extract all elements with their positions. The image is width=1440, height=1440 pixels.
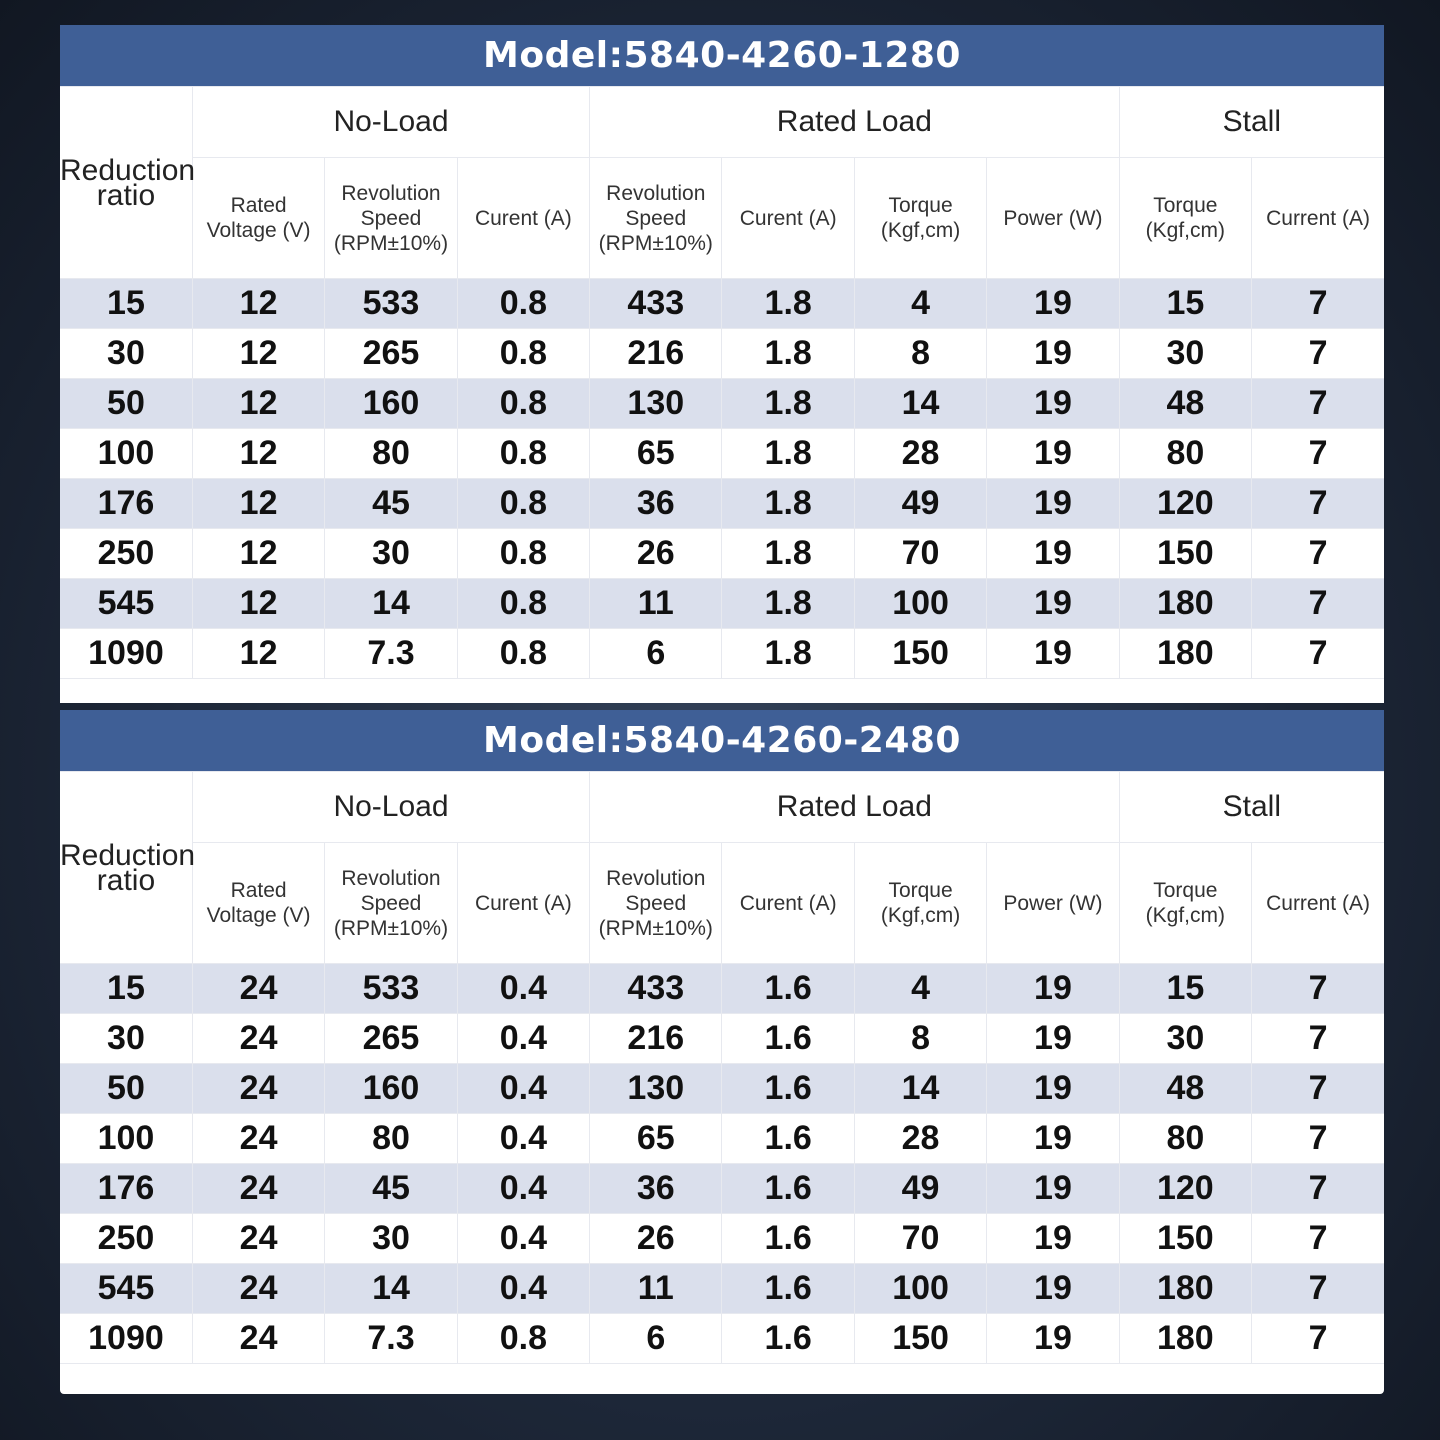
stall-current-cell: 7 (1252, 1114, 1384, 1164)
table-row (60, 329, 1384, 379)
stall-current-header: Current (A) (1252, 158, 1384, 279)
rated-speed-cell: 65 (590, 1114, 722, 1164)
rated-current-cell: 1.8 (722, 529, 854, 579)
rated-voltage-cell: 24 (192, 1214, 324, 1264)
rated-power-cell: 19 (987, 1164, 1119, 1214)
rated-current-cell: 1.6 (722, 1214, 854, 1264)
rated-current-header: Curent (A) (722, 158, 854, 279)
no-load-speed-cell: 45 (325, 1164, 457, 1214)
table-row (60, 529, 1384, 579)
stall-torque-cell: 80 (1119, 1114, 1251, 1164)
reduction-ratio-cell: 545 (60, 579, 192, 629)
reduction-ratio-cell: 250 (60, 529, 192, 579)
rated-torque-cell: 4 (854, 279, 986, 329)
rated-voltage-cell: 12 (192, 429, 324, 479)
reduction-ratio-cell: 15 (60, 964, 192, 1014)
stall-header: Stall (1119, 772, 1384, 843)
rated-current-cell: 1.8 (722, 429, 854, 479)
rated-voltage-cell: 24 (192, 964, 324, 1014)
rated-voltage-cell: 24 (192, 1164, 324, 1214)
no-load-speed-cell: 160 (325, 1064, 457, 1114)
rated-voltage-cell: 24 (192, 1064, 324, 1114)
rated-speed-cell: 11 (590, 579, 722, 629)
stall-torque-cell: 80 (1119, 429, 1251, 479)
rated-voltage-header: Rated Voltage (V) (192, 843, 324, 964)
rated-speed-cell: 216 (590, 1014, 722, 1064)
rated-current-cell: 1.8 (722, 329, 854, 379)
no-load-speed-header: Revolution Speed (RPM±10%) (325, 158, 457, 279)
rated-current-cell: 1.8 (722, 279, 854, 329)
rated-speed-cell: 6 (590, 1314, 722, 1364)
stall-current-cell: 7 (1252, 379, 1384, 429)
table-row (60, 1064, 1384, 1114)
no-load-speed-header: Revolution Speed (RPM±10%) (325, 843, 457, 964)
no-load-current-cell: 0.4 (457, 1064, 589, 1114)
table-row (60, 1164, 1384, 1214)
no-load-current-header: Curent (A) (457, 843, 589, 964)
rated-torque-cell: 70 (854, 1214, 986, 1264)
rated-torque-header: Torque (Kgf,cm) (854, 843, 986, 964)
no-load-current-cell: 0.8 (457, 579, 589, 629)
rated-power-cell: 19 (987, 1014, 1119, 1064)
no-load-current-header: Curent (A) (457, 158, 589, 279)
stall-current-cell: 7 (1252, 1014, 1384, 1064)
stall-torque-cell: 120 (1119, 479, 1251, 529)
rated-current-cell: 1.6 (722, 964, 854, 1014)
reduction-ratio-cell: 100 (60, 1114, 192, 1164)
stall-current-cell: 7 (1252, 1314, 1384, 1364)
rated-current-cell: 1.6 (722, 1314, 854, 1364)
no-load-speed-cell: 45 (325, 479, 457, 529)
stall-torque-cell: 15 (1119, 964, 1251, 1014)
no-load-speed-cell: 14 (325, 1264, 457, 1314)
rated-current-cell: 1.8 (722, 479, 854, 529)
table-row (60, 579, 1384, 629)
rated-torque-cell: 28 (854, 429, 986, 479)
no-load-current-cell: 0.4 (457, 1164, 589, 1214)
table-row (60, 1214, 1384, 1264)
reduction-ratio-cell: 1090 (60, 629, 192, 679)
reduction-ratio-cell: 250 (60, 1214, 192, 1264)
rated-power-cell: 19 (987, 529, 1119, 579)
rated-voltage-header: Rated Voltage (V) (192, 158, 324, 279)
table-row (60, 429, 1384, 479)
rated-power-cell: 19 (987, 1314, 1119, 1364)
no-load-current-cell: 0.8 (457, 329, 589, 379)
stall-current-cell: 7 (1252, 479, 1384, 529)
rated-voltage-cell: 12 (192, 329, 324, 379)
stall-current-cell: 7 (1252, 964, 1384, 1014)
table-row (60, 1264, 1384, 1314)
no-load-speed-cell: 7.3 (325, 1314, 457, 1364)
rated-current-cell: 1.6 (722, 1164, 854, 1214)
no-load-current-cell: 0.4 (457, 1114, 589, 1164)
table-row (60, 1014, 1384, 1064)
no-load-speed-cell: 30 (325, 529, 457, 579)
spec-table (60, 771, 1384, 1364)
rated-load-header: Rated Load (590, 772, 1120, 843)
reduction-ratio-header: Reduction ratio (60, 772, 192, 964)
rated-power-cell: 19 (987, 1064, 1119, 1114)
reduction-ratio-cell: 545 (60, 1264, 192, 1314)
rated-speed-cell: 11 (590, 1264, 722, 1314)
table-row (60, 1314, 1384, 1364)
stall-torque-cell: 150 (1119, 529, 1251, 579)
rated-speed-header: Revolution Speed (RPM±10%) (590, 843, 722, 964)
no-load-speed-cell: 160 (325, 379, 457, 429)
rated-voltage-cell: 12 (192, 529, 324, 579)
table-row (60, 479, 1384, 529)
rated-current-cell: 1.6 (722, 1014, 854, 1064)
rated-torque-cell: 8 (854, 329, 986, 379)
rated-power-cell: 19 (987, 429, 1119, 479)
rated-torque-header: Torque (Kgf,cm) (854, 158, 986, 279)
no-load-current-cell: 0.8 (457, 429, 589, 479)
column-header-row (60, 158, 1384, 279)
rated-torque-cell: 100 (854, 1264, 986, 1314)
stall-torque-header: Torque (Kgf,cm) (1119, 158, 1251, 279)
column-header-row (60, 843, 1384, 964)
no-load-current-cell: 0.8 (457, 529, 589, 579)
stall-torque-cell: 48 (1119, 1064, 1251, 1114)
no-load-current-cell: 0.4 (457, 1264, 589, 1314)
rated-current-cell: 1.8 (722, 379, 854, 429)
rated-voltage-cell: 12 (192, 279, 324, 329)
reduction-ratio-cell: 100 (60, 429, 192, 479)
rated-speed-cell: 433 (590, 279, 722, 329)
rated-speed-cell: 65 (590, 429, 722, 479)
rated-torque-cell: 28 (854, 1114, 986, 1164)
rated-voltage-cell: 24 (192, 1014, 324, 1064)
rated-speed-cell: 130 (590, 1064, 722, 1114)
rated-torque-cell: 4 (854, 964, 986, 1014)
no-load-speed-cell: 80 (325, 1114, 457, 1164)
reduction-ratio-cell: 1090 (60, 1314, 192, 1364)
table-row (60, 379, 1384, 429)
reduction-ratio-cell: 30 (60, 1014, 192, 1064)
reduction-ratio-cell: 176 (60, 479, 192, 529)
rated-torque-cell: 150 (854, 629, 986, 679)
stall-torque-cell: 150 (1119, 1214, 1251, 1264)
stall-torque-cell: 30 (1119, 329, 1251, 379)
rated-power-cell: 19 (987, 964, 1119, 1014)
rated-power-cell: 19 (987, 329, 1119, 379)
reduction-ratio-cell: 50 (60, 379, 192, 429)
rated-speed-cell: 6 (590, 629, 722, 679)
reduction-ratio-cell: 50 (60, 1064, 192, 1114)
rated-current-header: Curent (A) (722, 843, 854, 964)
stall-current-cell: 7 (1252, 429, 1384, 479)
no-load-speed-cell: 265 (325, 1014, 457, 1064)
no-load-current-cell: 0.4 (457, 964, 589, 1014)
no-load-current-cell: 0.8 (457, 1314, 589, 1364)
model-title: Model:5840-4260-2480 (60, 710, 1384, 771)
rated-power-cell: 19 (987, 579, 1119, 629)
rated-voltage-cell: 24 (192, 1264, 324, 1314)
rated-speed-cell: 26 (590, 1214, 722, 1264)
reduction-ratio-cell: 30 (60, 329, 192, 379)
spec-table (60, 86, 1384, 679)
no-load-current-cell: 0.8 (457, 379, 589, 429)
stall-current-cell: 7 (1252, 529, 1384, 579)
no-load-speed-cell: 533 (325, 279, 457, 329)
rated-power-cell: 19 (987, 279, 1119, 329)
no-load-current-cell: 0.8 (457, 479, 589, 529)
no-load-speed-cell: 14 (325, 579, 457, 629)
stall-torque-cell: 180 (1119, 1264, 1251, 1314)
rated-speed-cell: 26 (590, 529, 722, 579)
stall-torque-cell: 30 (1119, 1014, 1251, 1064)
rated-power-cell: 19 (987, 479, 1119, 529)
stall-torque-cell: 180 (1119, 629, 1251, 679)
stall-current-cell: 7 (1252, 1164, 1384, 1214)
rated-power-cell: 19 (987, 629, 1119, 679)
rated-current-cell: 1.8 (722, 629, 854, 679)
spec-table-panel-1280 (60, 25, 1384, 703)
rated-voltage-cell: 12 (192, 479, 324, 529)
rated-speed-cell: 216 (590, 329, 722, 379)
rated-torque-cell: 14 (854, 379, 986, 429)
stall-torque-header: Torque (Kgf,cm) (1119, 843, 1251, 964)
no-load-speed-cell: 30 (325, 1214, 457, 1264)
spec-table-panel-2480 (60, 710, 1384, 1394)
rated-speed-cell: 130 (590, 379, 722, 429)
stall-current-cell: 7 (1252, 329, 1384, 379)
stall-current-cell: 7 (1252, 629, 1384, 679)
rated-power-header: Power (W) (987, 843, 1119, 964)
stall-header: Stall (1119, 87, 1384, 158)
group-header-row (60, 772, 1384, 843)
table-row (60, 629, 1384, 679)
stall-current-cell: 7 (1252, 1064, 1384, 1114)
stall-torque-cell: 48 (1119, 379, 1251, 429)
no-load-current-cell: 0.4 (457, 1014, 589, 1064)
stall-torque-cell: 180 (1119, 1314, 1251, 1364)
rated-current-cell: 1.6 (722, 1114, 854, 1164)
rated-torque-cell: 100 (854, 579, 986, 629)
rated-torque-cell: 8 (854, 1014, 986, 1064)
rated-current-cell: 1.6 (722, 1264, 854, 1314)
reduction-ratio-cell: 176 (60, 1164, 192, 1214)
rated-torque-cell: 14 (854, 1064, 986, 1114)
no-load-header: No-Load (192, 87, 589, 158)
rated-voltage-cell: 12 (192, 629, 324, 679)
reduction-ratio-cell: 15 (60, 279, 192, 329)
table-row (60, 964, 1384, 1014)
rated-load-header: Rated Load (590, 87, 1120, 158)
reduction-ratio-header: Reduction ratio (60, 87, 192, 279)
no-load-speed-cell: 80 (325, 429, 457, 479)
table-row (60, 279, 1384, 329)
stall-current-cell: 7 (1252, 1214, 1384, 1264)
rated-power-cell: 19 (987, 379, 1119, 429)
rated-current-cell: 1.6 (722, 1064, 854, 1114)
table-row (60, 1114, 1384, 1164)
rated-voltage-cell: 24 (192, 1114, 324, 1164)
stall-torque-cell: 180 (1119, 579, 1251, 629)
rated-voltage-cell: 24 (192, 1314, 324, 1364)
rated-torque-cell: 70 (854, 529, 986, 579)
rated-power-header: Power (W) (987, 158, 1119, 279)
model-title: Model:5840-4260-1280 (60, 25, 1384, 86)
rated-speed-cell: 433 (590, 964, 722, 1014)
stall-current-cell: 7 (1252, 579, 1384, 629)
no-load-speed-cell: 7.3 (325, 629, 457, 679)
rated-power-cell: 19 (987, 1214, 1119, 1264)
stall-current-cell: 7 (1252, 1264, 1384, 1314)
rated-voltage-cell: 12 (192, 379, 324, 429)
rated-current-cell: 1.8 (722, 579, 854, 629)
group-header-row (60, 87, 1384, 158)
rated-voltage-cell: 12 (192, 579, 324, 629)
rated-torque-cell: 49 (854, 479, 986, 529)
no-load-header: No-Load (192, 772, 589, 843)
no-load-speed-cell: 533 (325, 964, 457, 1014)
stall-torque-cell: 120 (1119, 1164, 1251, 1214)
no-load-current-cell: 0.8 (457, 629, 589, 679)
rated-speed-cell: 36 (590, 479, 722, 529)
rated-torque-cell: 49 (854, 1164, 986, 1214)
rated-power-cell: 19 (987, 1114, 1119, 1164)
rated-torque-cell: 150 (854, 1314, 986, 1364)
no-load-current-cell: 0.4 (457, 1214, 589, 1264)
stall-current-header: Current (A) (1252, 843, 1384, 964)
stall-torque-cell: 15 (1119, 279, 1251, 329)
no-load-speed-cell: 265 (325, 329, 457, 379)
no-load-current-cell: 0.8 (457, 279, 589, 329)
rated-power-cell: 19 (987, 1264, 1119, 1314)
stall-current-cell: 7 (1252, 279, 1384, 329)
rated-speed-cell: 36 (590, 1164, 722, 1214)
rated-speed-header: Revolution Speed (RPM±10%) (590, 158, 722, 279)
